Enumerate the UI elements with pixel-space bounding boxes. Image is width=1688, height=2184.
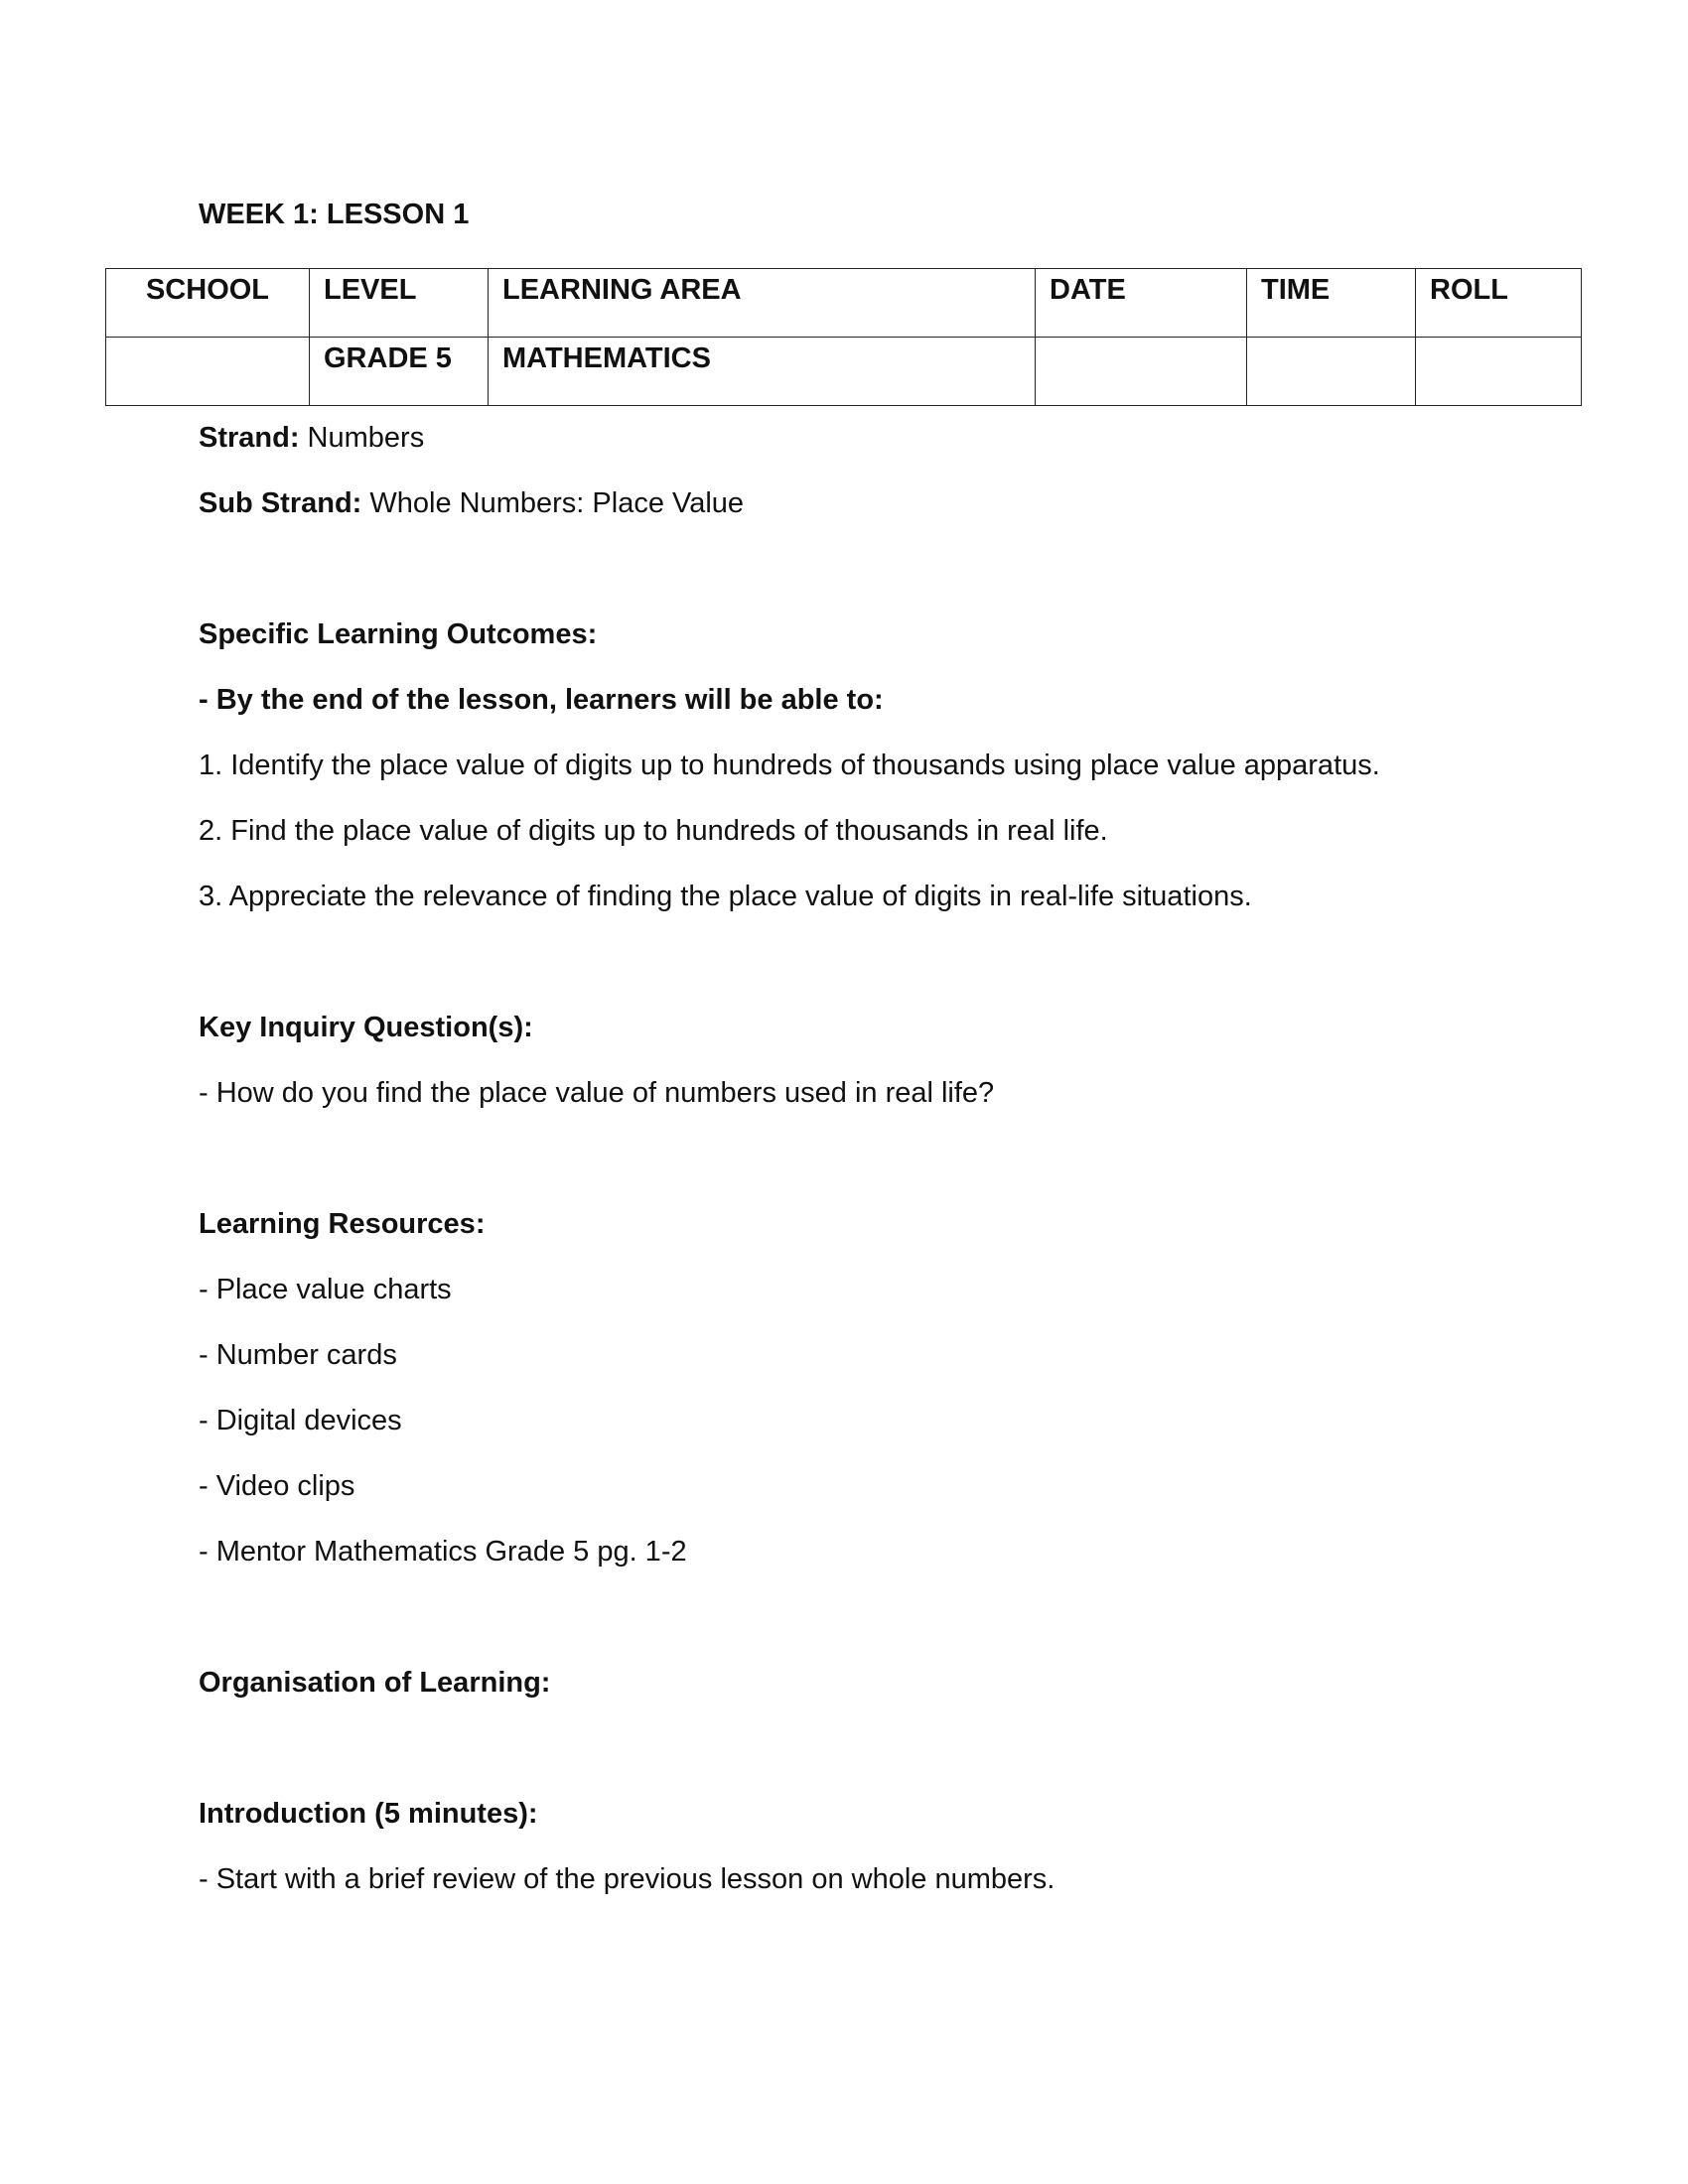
value-time bbox=[1247, 338, 1416, 406]
introduction-title: Introduction (5 minutes): bbox=[199, 1798, 538, 1830]
outcome-item: 3. Appreciate the relevance of finding the place value of digits in real-life situations. bbox=[199, 881, 1252, 912]
value-level: GRADE 5 bbox=[310, 338, 489, 406]
value-roll bbox=[1416, 338, 1582, 406]
outcomes-intro: - By the end of the lesson, learners will be able to: bbox=[199, 684, 884, 716]
lesson-heading: WEEK 1: LESSON 1 bbox=[199, 199, 470, 230]
strand-label: Strand: bbox=[199, 422, 300, 454]
header-time: TIME bbox=[1247, 269, 1416, 338]
resource-item: - Number cards bbox=[199, 1339, 397, 1371]
value-school bbox=[106, 338, 310, 406]
header-school: SCHOOL bbox=[106, 269, 310, 338]
introduction-item: - Start with a brief review of the previous lesson on whole numbers. bbox=[199, 1863, 1055, 1895]
header-level: LEVEL bbox=[310, 269, 489, 338]
outcomes-title: Specific Learning Outcomes: bbox=[199, 618, 598, 650]
lesson-content bbox=[199, 421, 1589, 1928]
sub-strand-value: Whole Numbers: Place Value bbox=[361, 487, 745, 519]
lesson-info-table bbox=[105, 268, 1582, 406]
value-learning-area: MATHEMATICS bbox=[489, 338, 1036, 406]
table-value-row bbox=[106, 338, 1582, 406]
header-roll: ROLL bbox=[1416, 269, 1582, 338]
table-header-row bbox=[106, 269, 1582, 338]
header-date: DATE bbox=[1036, 269, 1247, 338]
resource-item: - Digital devices bbox=[199, 1405, 402, 1436]
outcome-item: 1. Identify the place value of digits up to hundreds of thousands using place value apparatus. bbox=[199, 750, 1380, 781]
organisation-title: Organisation of Learning: bbox=[199, 1667, 551, 1699]
inquiry-item: - How do you find the place value of numbers used in real life? bbox=[199, 1077, 995, 1109]
resource-item: - Video clips bbox=[199, 1470, 355, 1502]
resources-title: Learning Resources: bbox=[199, 1208, 486, 1240]
outcome-item: 2. Find the place value of digits up to hundreds of thousands in real life. bbox=[199, 815, 1108, 847]
header-learning-area: LEARNING AREA bbox=[489, 269, 1036, 338]
sub-strand-label: Sub Strand: bbox=[199, 487, 362, 519]
resource-item: - Place value charts bbox=[199, 1274, 452, 1305]
strand-line bbox=[199, 421, 1589, 486]
value-date bbox=[1036, 338, 1247, 406]
inquiry-title: Key Inquiry Question(s): bbox=[199, 1012, 533, 1043]
resource-item: - Mentor Mathematics Grade 5 pg. 1-2 bbox=[199, 1536, 687, 1568]
sub-strand-line bbox=[199, 486, 1589, 552]
strand-value: Numbers bbox=[299, 422, 425, 454]
